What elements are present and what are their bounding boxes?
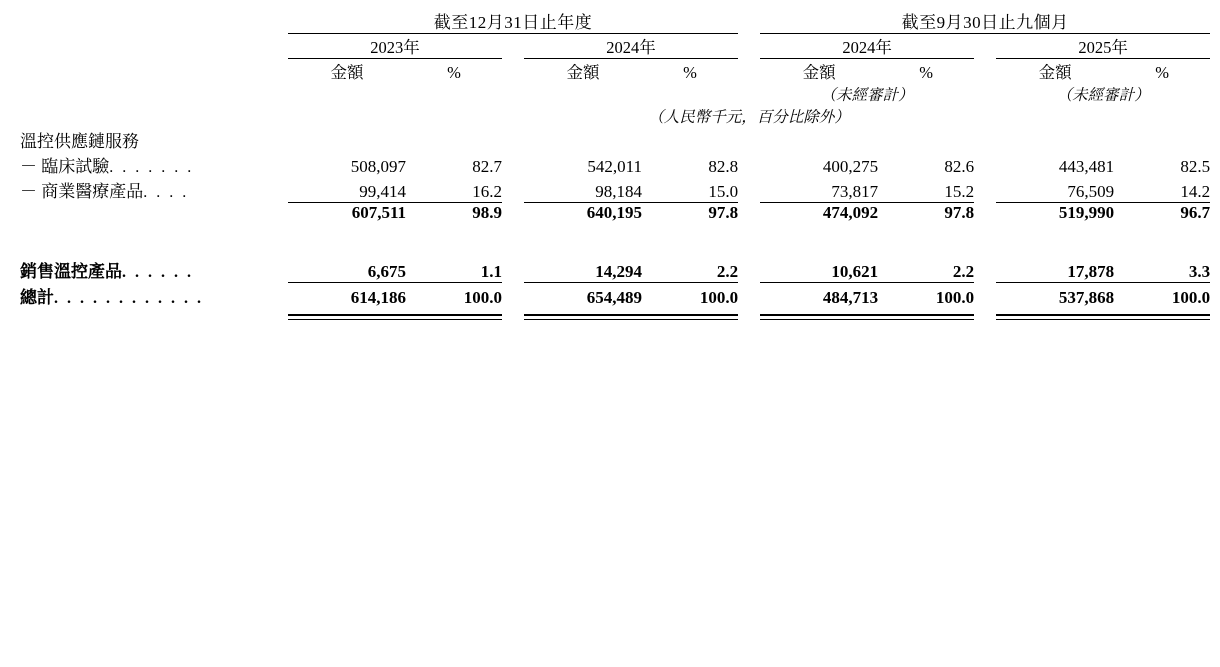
table-row (20, 152, 1210, 177)
row-leader-dots: . . . . (143, 184, 189, 201)
cell-percent: 15.0 (708, 182, 739, 201)
document-page (0, 8, 1220, 667)
table-row (20, 257, 1210, 282)
empty-cell (738, 314, 760, 320)
empty-cell (738, 203, 760, 223)
table-row (20, 177, 1210, 202)
empty-cell (974, 152, 996, 177)
empty-cell (738, 83, 760, 105)
unaudited-note-2025: （未經審計） (1056, 87, 1150, 104)
empty-cell (738, 8, 760, 33)
sub-header-percent: % (919, 63, 933, 82)
spacer-cell (20, 223, 1210, 257)
empty-cell (974, 34, 996, 58)
group-header-row (20, 8, 1210, 33)
empty-cell (20, 105, 288, 127)
cell-amount: 640,195 (586, 203, 642, 222)
row-leader-dots: . . . . . . (122, 264, 194, 281)
double-rule-row (20, 314, 1210, 320)
cell-percent: 1.1 (480, 262, 502, 281)
year-header-2024: 2024年 (606, 38, 656, 57)
double-horizontal-rule (524, 314, 738, 320)
cell-amount: 400,275 (822, 157, 879, 176)
cell-percent: 82.5 (1180, 157, 1211, 176)
sub-header-percent: % (447, 63, 461, 82)
empty-cell (738, 283, 760, 308)
empty-cell (502, 257, 524, 282)
cell-amount: 98,184 (595, 182, 642, 201)
double-horizontal-rule (996, 314, 1210, 320)
cell-percent: 2.2 (716, 262, 739, 281)
cell-amount: 519,990 (1058, 203, 1115, 222)
cell-percent: 100.0 (463, 288, 502, 307)
cell-percent: 98.9 (472, 203, 502, 222)
cell-amount: 607,511 (351, 203, 406, 222)
row-leader-dots: . . . . . . . . . . . . (54, 290, 204, 307)
cell-percent: 100.0 (935, 288, 975, 307)
cell-amount: 73,817 (831, 182, 879, 201)
empty-cell (738, 152, 760, 177)
row-label-text: 銷售溫控產品 (20, 262, 122, 281)
year-header-row (20, 34, 1210, 58)
cell-amount: 99,414 (359, 182, 406, 201)
cell-percent: 100.0 (1171, 288, 1211, 307)
financial-table (20, 8, 1210, 320)
double-horizontal-rule (760, 314, 974, 320)
empty-cell (738, 59, 760, 83)
year-header-2024-nm: 2024年 (842, 38, 892, 57)
cell-amount: 484,713 (822, 288, 879, 307)
empty-cell (502, 283, 524, 308)
row-label (20, 152, 288, 177)
empty-cell (502, 314, 524, 320)
rule-cell (996, 314, 1210, 320)
cell-amount: 508,097 (350, 157, 406, 176)
empty-cell (20, 59, 288, 83)
currency-note: （人民幣千元，百分比除外） (648, 109, 850, 126)
empty-cell (974, 83, 996, 105)
cell-amount: 14,294 (595, 262, 642, 281)
empty-cell (738, 257, 760, 282)
sub-header-amount: 金額 (566, 63, 600, 82)
empty-cell (502, 83, 524, 105)
empty-cell (738, 34, 760, 58)
cell-amount: 17,878 (1067, 262, 1115, 281)
cell-amount: 474,092 (822, 203, 879, 222)
empty-cell (974, 177, 996, 202)
empty-cell (502, 177, 524, 202)
empty-cell (20, 34, 288, 58)
cell-amount: 654,489 (586, 288, 642, 307)
sub-header-percent: % (683, 63, 697, 82)
sub-header-row (20, 59, 1210, 83)
empty-cell (502, 34, 524, 58)
empty-cell (406, 83, 502, 105)
empty-cell (20, 8, 288, 33)
double-horizontal-rule (288, 314, 502, 320)
cell-percent: 82.8 (708, 157, 739, 176)
row-label (20, 257, 288, 282)
group-header-year: 截至12月31日止年度 (433, 13, 593, 32)
cell-percent: 16.2 (472, 182, 502, 201)
empty-cell (642, 83, 738, 105)
row-label-text: － 臨床試驗 (20, 157, 110, 176)
currency-note-row (20, 105, 1210, 127)
empty-cell (738, 177, 760, 202)
cell-amount: 443,481 (1058, 157, 1115, 176)
sub-header-percent: % (1155, 63, 1169, 82)
empty-cell (288, 83, 406, 105)
group-header-nine-month: 截至9月30日止九個月 (901, 13, 1069, 32)
row-label-text: － 商業醫療產品 (20, 182, 144, 201)
cell-amount: 10,621 (831, 262, 879, 281)
row-label-text: 總計 (20, 288, 54, 307)
empty-cell (974, 203, 996, 223)
empty-cell (502, 152, 524, 177)
cell-percent: 15.2 (944, 182, 975, 201)
section-title-row (20, 127, 1210, 152)
sub-header-amount: 金額 (1038, 63, 1072, 82)
cell-amount: 537,868 (1058, 288, 1115, 307)
unaudited-note-row (20, 83, 1210, 105)
cell-percent: 2.2 (952, 262, 975, 281)
cell-percent: 3.3 (1188, 262, 1211, 281)
rule-cell (288, 314, 502, 320)
empty-cell (974, 257, 996, 282)
empty-cell (20, 314, 288, 320)
row-label (20, 203, 288, 223)
year-header-2023: 2023年 (370, 38, 420, 57)
cell-amount: 6,675 (367, 262, 406, 281)
empty-cell (974, 283, 996, 308)
empty-cell (20, 83, 288, 105)
row-label (20, 283, 288, 308)
cell-percent: 100.0 (699, 288, 739, 307)
cell-percent: 82.6 (944, 157, 975, 176)
year-header-2025-nm: 2025年 (1078, 38, 1128, 57)
cell-percent: 96.7 (1180, 203, 1211, 222)
rule-cell (524, 314, 738, 320)
sub-header-amount: 金額 (802, 63, 836, 82)
unaudited-note-2024: （未經審計） (820, 87, 914, 104)
row-leader-dots: . . . . . . . (109, 159, 194, 176)
cell-percent: 97.8 (708, 203, 739, 222)
empty-cell (502, 203, 524, 223)
sub-header-amount: 金額 (330, 63, 364, 82)
cell-percent: 82.7 (472, 157, 502, 176)
empty-cell (524, 83, 642, 105)
cell-amount: 614,186 (350, 288, 406, 307)
cell-amount: 76,509 (1067, 182, 1115, 201)
empty-cell (974, 59, 996, 83)
spacer-row (20, 223, 1210, 257)
section-title: 溫控供應鏈服務 (20, 132, 139, 151)
empty-cell (502, 59, 524, 83)
cell-percent: 14.2 (1180, 182, 1211, 201)
empty-cell (974, 314, 996, 320)
rule-cell (760, 314, 974, 320)
table-row-total (20, 283, 1210, 308)
row-label (20, 177, 288, 202)
cell-amount: 542,011 (587, 157, 642, 176)
table-row-subtotal (20, 203, 1210, 223)
cell-percent: 97.8 (944, 203, 975, 222)
